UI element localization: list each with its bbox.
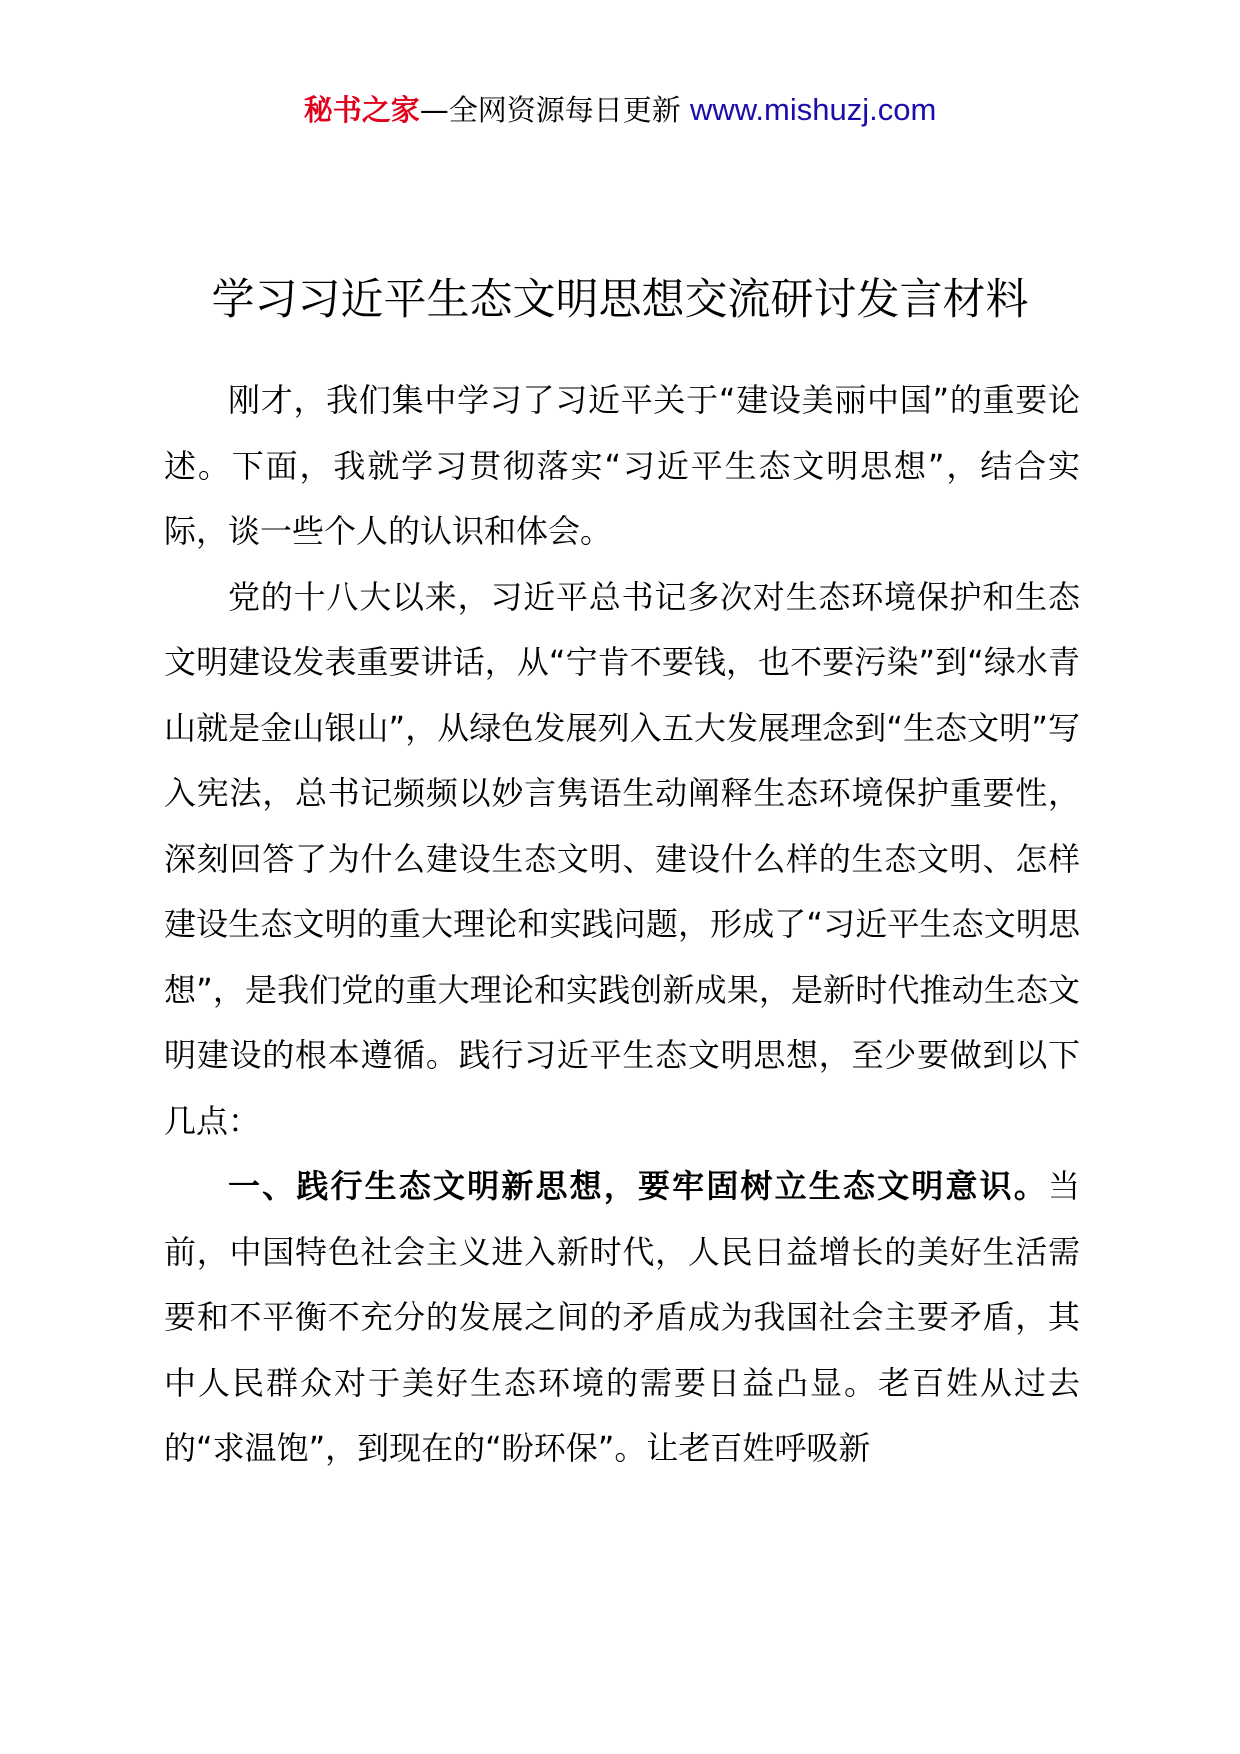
document-title: 学习习近平生态文明思想交流研讨发言材料	[211, 275, 1029, 325]
paragraph-section-1	[164, 1154, 1080, 1482]
paragraph-intro: 刚才，我们集中学习了习近平关于“建设美丽中国”的重要论述。下面，我就学习贯彻落实“习近平生态文明思想”，结合实际，谈一些个人的认识和体会。	[164, 381, 1080, 550]
section-1-heading: 一、践行生态文明新思想，要牢固树立生态文明意识。	[228, 1167, 1048, 1205]
site-url-link[interactable]: www.mishuzj.com	[689, 92, 937, 127]
site-brand: 秘书之家	[303, 93, 420, 127]
document-body	[164, 368, 1080, 1482]
paragraph-background: 党的十八大以来，习近平总书记多次对生态环境保护和生态文明建设发表重要讲话，从“宁肯不要钱，也不要污染”到“绿水青山就是金山银山”，从绿色发展列入五大发展理念到“生态文明”写入宪法，总书记频频以妙言隽语生动阐释生态环境保护重要性，深刻回答了为什么建设生态文明、建设什么样的生态文明、怎样建设生态文明的重大理论和实践问题，形成了“习近平生态文明思想”，是我们党的重大理论和实践创新成果，是新时代推动生态文明建设的根本遵循。践行习近平生态文明思想，至少要做到以下几点：	[164, 577, 1080, 1140]
site-banner	[0, 90, 1240, 130]
section-1-text: 当前，中国特色社会主义进入新时代，人民日益增长的美好生活需要和不平衡不充分的发展之间的矛盾成为我国社会主要矛盾，其中人民群众对于美好生态环境的需要日益凸显。老百姓从过去的“求温饱”，到现在的“盼环保”。让老百姓呼吸新	[164, 1167, 1080, 1467]
site-tagline: —全网资源每日更新	[419, 93, 681, 127]
